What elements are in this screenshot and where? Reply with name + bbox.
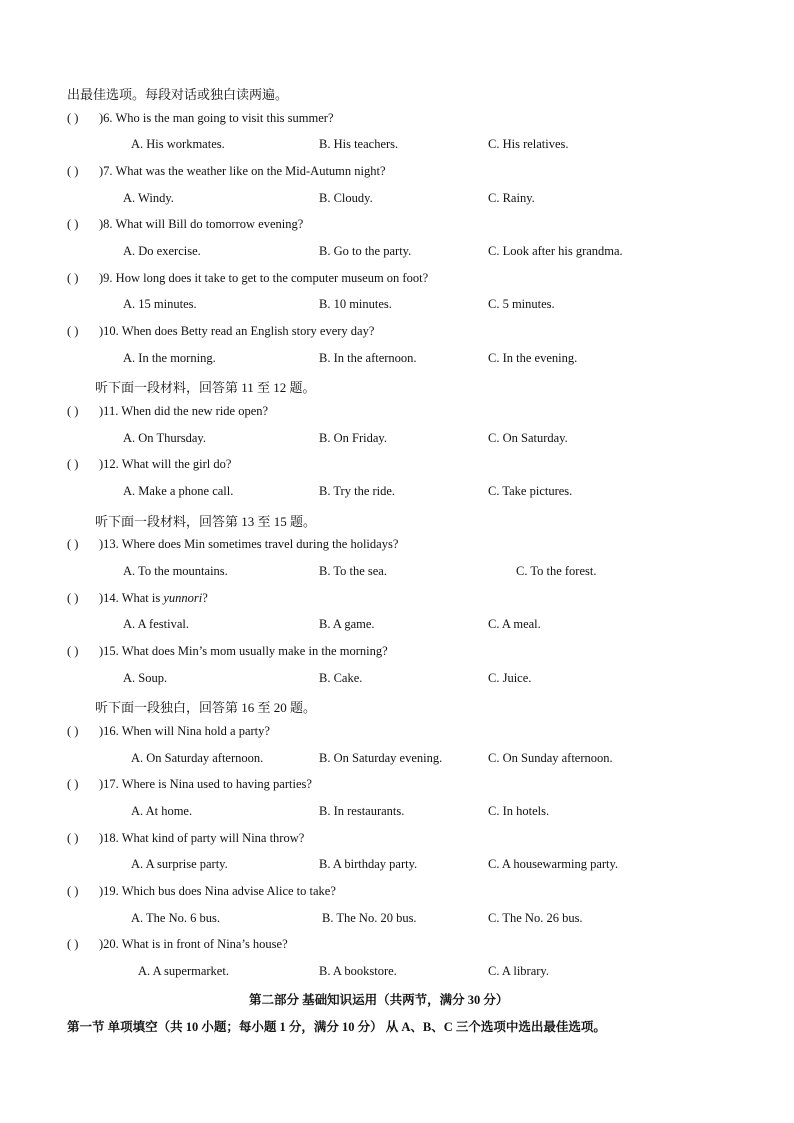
option-a: A. On Thursday. [123,431,206,445]
question-text: )13. Where does Min sometimes travel during the holidays? [99,537,399,551]
option-a: A. In the morning. [123,351,216,365]
option-c: C. On Sunday afternoon. [488,751,613,765]
answer-blank: ( ) [67,404,79,418]
instruction-16-20: 听下面一段独白，回答第 16 至 20 题。 [95,700,317,715]
option-b: B. On Friday. [319,431,387,445]
answer-blank: ( ) [67,884,79,898]
question-text: )10. When does Betty read an English story every day? [99,324,375,338]
option-c: C. In the evening. [488,351,578,365]
answer-blank: ( ) [67,777,79,791]
option-b: B. The No. 20 bus. [322,911,417,925]
question-text: )20. What is in front of Nina’s house? [99,937,288,951]
option-b: B. A bookstore. [319,964,397,978]
option-c: C. Rainy. [488,191,535,205]
question-text: )16. When will Nina hold a party? [99,724,270,738]
option-a: A. On Saturday afternoon. [131,751,264,765]
section-one-heading: 第一节 单项填空（共 10 小题；每小题 1 分，满分 10 分） 从 A、B、C 三个选项中选出最佳选项。 [67,1020,606,1034]
question-text: )18. What kind of party will Nina throw? [99,831,305,845]
option-a: A. Soup. [123,671,168,685]
question-text: )7. What was the weather like on the Mid-Autumn night? [99,164,386,178]
answer-blank: ( ) [67,457,79,471]
option-a: A. The No. 6 bus. [131,911,221,925]
option-b: B. Try the ride. [319,484,396,498]
answer-blank: ( ) [67,164,79,178]
option-a: A. To the mountains. [123,564,228,578]
answer-blank: ( ) [67,217,79,231]
answer-blank: ( ) [67,537,79,551]
option-b: B. In restaurants. [319,804,405,818]
intro-text: 出最佳选项。每段对话或独白读两遍。 [67,87,289,102]
answer-blank: ( ) [67,111,79,125]
option-b: B. On Saturday evening. [319,751,443,765]
option-c: C. A meal. [488,617,541,631]
option-b: B. A birthday party. [319,857,418,871]
option-c: C. A housewarming party. [488,857,619,871]
question-text: )15. What does Min’s mom usually make in the morning? [99,644,388,658]
instruction-11-12: 听下面一段材料，回答第 11 至 12 题。 [95,380,316,395]
question-text: )9. How long does it take to get to the computer museum on foot? [99,271,429,285]
option-c: C. Look after his grandma. [488,244,623,258]
option-a: A. Make a phone call. [123,484,234,498]
answer-blank: ( ) [67,591,79,605]
question-text: )19. Which bus does Nina advise Alice to take? [99,884,336,898]
option-b: B. A game. [319,617,375,631]
option-c: C. To the forest. [516,564,597,578]
option-a: A. A festival. [123,617,189,631]
question-text: )8. What will Bill do tomorrow evening? [99,217,304,231]
answer-blank: ( ) [67,644,79,658]
answer-blank: ( ) [67,271,79,285]
option-b: B. His teachers. [319,137,399,151]
answer-blank: ( ) [67,324,79,338]
option-b: B. Go to the party. [319,244,412,258]
question-text: )11. When did the new ride open? [99,404,269,418]
part-two-heading: 第二部分 基础知识运用（共两节，满分 30 分） [249,993,509,1007]
option-c: C. Take pictures. [488,484,573,498]
question-text: )6. Who is the man going to visit this summer? [99,111,334,125]
answer-blank: ( ) [67,724,79,738]
answer-blank: ( ) [67,831,79,845]
option-a: A. A surprise party. [131,857,228,871]
option-c: C. His relatives. [488,137,569,151]
option-a: A. Windy. [123,191,174,205]
question-text: )14. What is yunnori? [99,591,208,605]
answer-blank: ( ) [67,937,79,951]
option-b: B. To the sea. [319,564,387,578]
option-a: A. A supermarket. [138,964,229,978]
option-b: B. In the afternoon. [319,351,417,365]
option-a: A. Do exercise. [123,244,201,258]
question-text: )17. Where is Nina used to having parties? [99,777,312,791]
instruction-13-15: 听下面一段材料，回答第 13 至 15 题。 [95,514,317,529]
option-c: C. The No. 26 bus. [488,911,583,925]
option-c: C. 5 minutes. [488,297,555,311]
question-text: )12. What will the girl do? [99,457,232,471]
option-b: B. 10 minutes. [319,297,392,311]
option-c: C. Juice. [488,671,532,685]
option-c: C. In hotels. [488,804,550,818]
option-c: C. On Saturday. [488,431,568,445]
option-a: A. At home. [131,804,193,818]
option-b: B. Cake. [319,671,363,685]
option-a: A. His workmates. [131,137,225,151]
option-a: A. 15 minutes. [123,297,197,311]
option-c: C. A library. [488,964,549,978]
option-b: B. Cloudy. [319,191,373,205]
